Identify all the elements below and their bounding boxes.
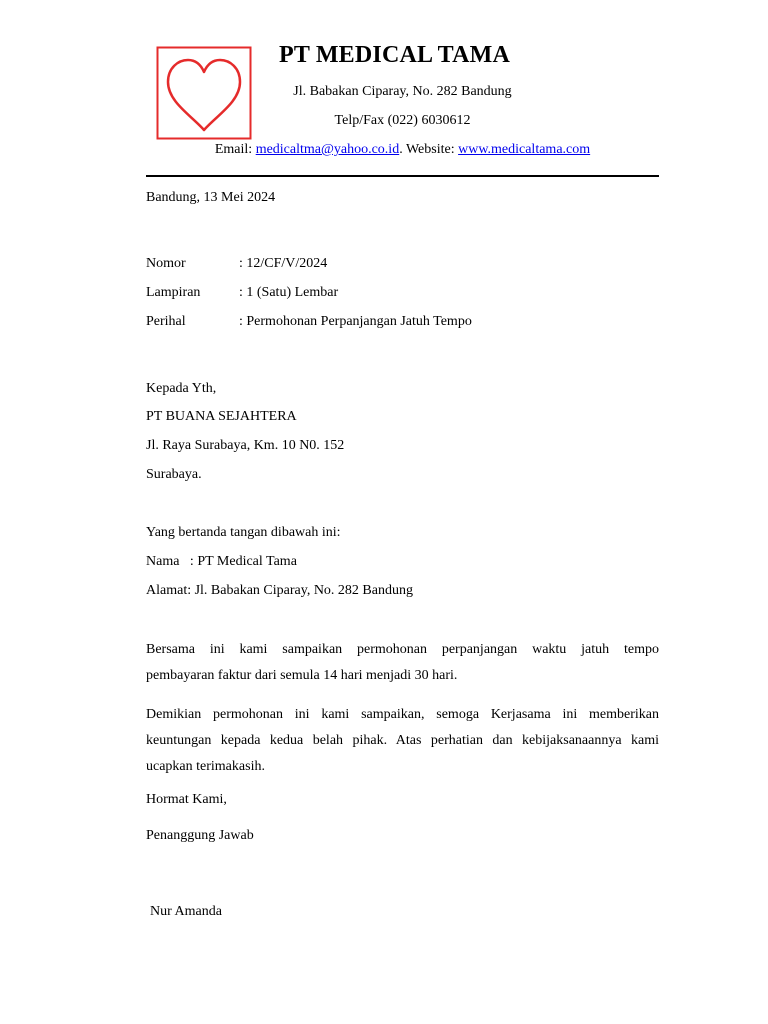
email-label: Email:	[214, 142, 256, 157]
contact-line	[146, 142, 659, 158]
closing-salutation: Hormat Kami,	[146, 792, 227, 807]
body-paragraph-1	[146, 637, 659, 689]
sender-address-line: Alamat: Jl. Babakan Ciparay, No. 282 Bandung	[146, 583, 413, 598]
recipient-name: PT BUANA SEJAHTERA	[146, 409, 297, 424]
email-link[interactable]: medicaltma@yahoo.co.id	[255, 142, 400, 157]
body-paragraph-1-line: Bersama ini kami sampaikan permohonan perpanjangan waktu jatuh tempo	[146, 642, 659, 657]
body-paragraph-2-line: ucapkan terimakasih.	[146, 759, 265, 774]
meta-label-perihal: Perihal	[146, 314, 186, 329]
meta-value-lampiran: : 1 (Satu) Lembar	[239, 285, 339, 300]
closing-role: Penanggung Jawab	[146, 828, 254, 843]
website-label: . Website:	[399, 142, 459, 157]
company-phone: Telp/Fax (022) 6030612	[334, 113, 471, 128]
body-paragraph-2	[146, 702, 659, 780]
sender-name-line: Nama : PT Medical Tama	[146, 554, 297, 569]
recipient-city: Surabaya.	[146, 467, 202, 482]
company-address: Jl. Babakan Ciparay, No. 282 Bandung	[293, 84, 512, 99]
website-link[interactable]: www.medicaltama.com	[458, 142, 591, 157]
body-paragraph-2-line: keuntungan kepada kedua belah pihak. Atas perhatian dan kebijaksanaannya kami	[146, 733, 659, 748]
meta-label-nomor: Nomor	[146, 256, 186, 271]
letter-date: Bandung, 13 Mei 2024	[146, 190, 276, 205]
meta-value-perihal: : Permohonan Perpanjangan Jatuh Tempo	[239, 314, 472, 329]
signatory-name: Nur Amanda	[150, 904, 222, 919]
sender-intro: Yang bertanda tangan dibawah ini:	[146, 525, 341, 540]
letterhead-divider	[146, 175, 659, 177]
recipient-greeting: Kepada Yth,	[146, 381, 217, 396]
recipient-address: Jl. Raya Surabaya, Km. 10 N0. 152	[146, 438, 345, 453]
body-paragraph-1-line: pembayaran faktur dari semula 14 hari menjadi 30 hari.	[146, 668, 458, 683]
meta-label-lampiran: Lampiran	[146, 285, 201, 300]
company-name: PT MEDICAL TAMA	[279, 42, 511, 68]
meta-value-nomor: : 12/CF/V/2024	[239, 256, 328, 271]
body-paragraph-2-line: Demikian permohonan ini kami sampaikan, semoga Kerjasama ini memberikan	[146, 707, 659, 722]
